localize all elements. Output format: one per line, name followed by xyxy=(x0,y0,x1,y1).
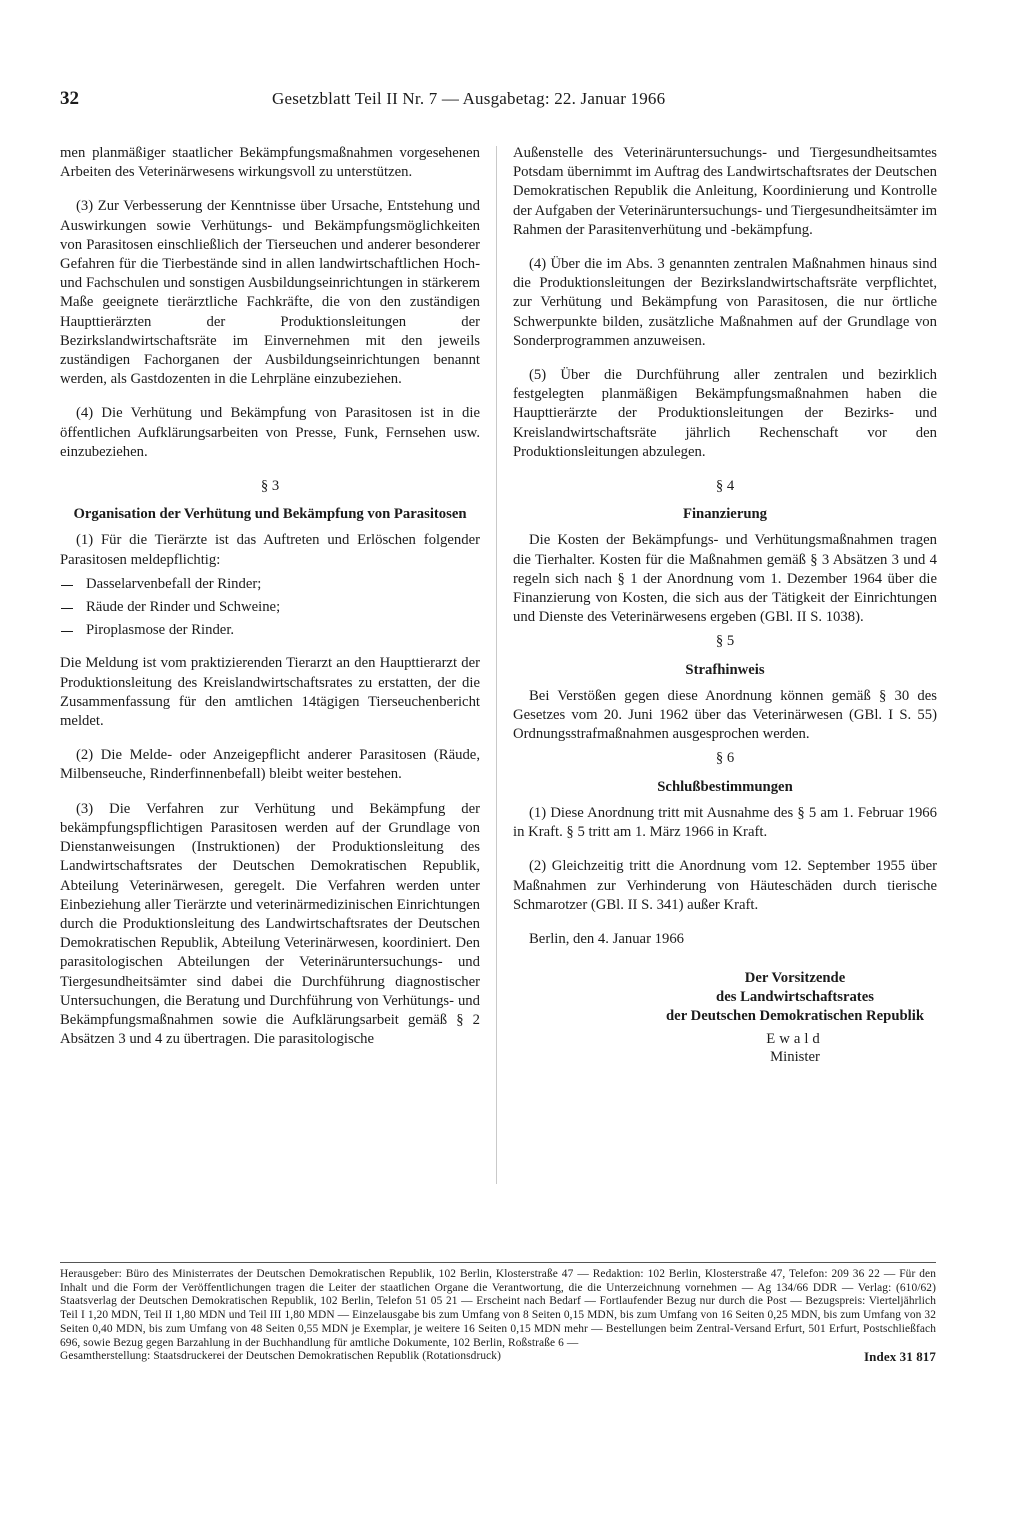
signatory-body: des Landwirtschaftsrates xyxy=(716,989,874,1006)
paragraph-s3-abs2: (2) Die Melde- oder Anzeigepflicht anderer Parasitosen (Räude, Milbenseuche, Rinderfinnenbefall) bleibt weiter bestehen. xyxy=(60,747,480,783)
index-number: Index 31 817 xyxy=(864,1349,936,1365)
signatory-state: der Deutschen Demokratischen Republik xyxy=(666,1008,924,1025)
imprint-last-line xyxy=(60,1350,936,1364)
section-heading-6: Schlußbestimmungen xyxy=(657,778,793,795)
section-heading-3: Organisation der Verhütung und Bekämpfung von Parasitosen xyxy=(73,506,467,523)
column-divider xyxy=(496,146,497,1184)
section-sign-4: § 4 xyxy=(715,478,735,495)
paragraph-continuation: men planmäßiger staatlicher Bekämpfungsmaßnahmen vorgesehenen Arbeiten des Veterinärwesens wirkungsvoll zu unterstützen. xyxy=(60,145,480,181)
left-column xyxy=(60,144,480,1064)
list-item: Räude der Rinder und Schweine; xyxy=(60,598,480,617)
signatory-title: Minister xyxy=(770,1049,820,1066)
paragraph-s4: Die Kosten der Bekämpfungs- und Verhütungsmaßnahmen tragen die Tierhalter. Kosten für die Maßnahmen gemäß § 3 Absätzen 3 und 4 regeln sich nach § 1 der Anordnung vom 1. Dezember 1964 über die Finanzierung von Kosten, die sich aus der Tätigkeit der Einrichtungen und Dienste des Veterinärwesens ergeben (GBl. II S. 1038). xyxy=(513,532,937,626)
paragraph-s3-abs4: (4) Über die im Abs. 3 genannten zentralen Maßnahmen hinaus sind die Produktionsleitungen der Bezirkslandwirtschaftsräte verpflichtet, zur Verhütung und Bekämpfung von Parasitosen, die nur örtliche Schwerpunkte bilden, zusätzliche Maßnahmen auf der Grundlage von Sonderprogrammen anzuweisen. xyxy=(513,256,937,349)
signatory-office: Der Vorsitzende xyxy=(744,970,846,987)
paragraph-continuation-right: Außenstelle des Veterinäruntersuchungs- und Tiergesundheitsamtes Potsdam übernimmt im Auftrag des Landwirtschaftsrates der Deutschen Demokratischen Republik die Anleitung, Koordinierung und Kontrolle der Aufgaben der Veterinäruntersuchungs- und Tiergesundheitsämter im Rahmen der Parasitenverhütung und -bekämpfung. xyxy=(513,145,937,238)
running-header: Gesetzblatt Teil II Nr. 7 — Ausgabetag: 22. Januar 1966 xyxy=(272,89,666,108)
list-item: Dasselarvenbefall der Rinder; xyxy=(60,575,480,594)
section-sign-5: § 5 xyxy=(715,633,735,650)
publisher-imprint xyxy=(60,1268,936,1364)
page-number: 32 xyxy=(60,88,79,109)
section-heading-4: Finanzierung xyxy=(682,506,768,523)
section-heading-5: Strafhinweis xyxy=(685,661,765,678)
paragraph-s5: Bei Verstößen gegen diese Anordnung können gemäß § 30 des Gesetzes vom 20. Juni 1962 über das Veterinärwesen (GBl. I S. 55) Ordnungsstrafmaßnahmen ausgesprochen werden. xyxy=(513,687,937,743)
section-sign-3: § 3 xyxy=(260,478,280,495)
paragraph-s3-abs5: (5) Über die Durchführung aller zentralen und bezirklich festgelegten planmäßigen Bekämpfungsmaßnahmen haben die Haupttierärzte der Produktionsleitungen der Bezirks- und Kreislandwirtschaftsräte jährlich Rechenschaft vor den Produktionsleitungen abzulegen. xyxy=(513,367,937,460)
footer-rule xyxy=(60,1262,936,1263)
paragraph-abs4: (4) Die Verhütung und Bekämpfung von Parasitosen ist in die öffentlichen Aufklärungsarbeiten von Presse, Funk, Fernsehen usw. einzubeziehen. xyxy=(60,405,480,460)
printer-credit: Gesamtherstellung: Staatsdruckerei der Deutschen Demokratischen Republik (Rotationsdruck) xyxy=(60,1350,501,1363)
paragraph-s3-abs1: (1) Für die Tierärzte ist das Auftreten und Erlöschen folgender Parasitosen meldepflichtig: xyxy=(60,532,480,568)
place-and-date: Berlin, den 4. Januar 1966 xyxy=(529,930,685,947)
paragraph-abs3: (3) Zur Verbesserung der Kenntnisse über Ursache, Entstehung und Auswirkungen sowie Verhütungs- und Bekämpfungsmöglichkeiten von Parasitosen einschließlich der Tierseuchen und anderer besonderer Gefahren für die Tierbestände sind in allen landwirtschaftlichen Hoch- und Fachschulen und sonstigen Ausbildungseinrichtungen in stärkerem Maße geeignete tierärztliche Fachkräfte, die von den zuständigen Haupttierärzten der Produktionsleitungen der Bezirkslandwirtschaftsräte im Einvernehmen mit den jeweils zuständigen Fachorganen der Ausbildungseinrichtungen benannt werden, als Gastdozenten in die Lehrpläne einzubeziehen. xyxy=(60,198,480,388)
right-column xyxy=(513,144,937,1066)
paragraph-s6-abs2: (2) Gleichzeitig tritt die Anordnung vom 12. September 1955 über Maßnahmen zur Verhinderung von Häuteschäden durch tierische Schmarotzer (GBl. II S. 341) außer Kraft. xyxy=(513,858,937,913)
list-item: Piroplasmose der Rinder. xyxy=(60,621,480,640)
paragraph-s3-meldung: Die Meldung ist vom praktizierenden Tierarzt an den Haupttierarzt der Produktionsleitung des Kreislandwirtschaftsrates zu erstatten, der die Zusammenfassung für den amtlichen 14tägigen Tierseuchenbericht meldet. xyxy=(60,655,480,730)
signatory-name: Ewald xyxy=(766,1031,824,1048)
imprint-text: Herausgeber: Büro des Ministerrates der Deutschen Demokratischen Republik, 102 Berlin, Klosterstraße 47 — Redaktion: 102 Berlin, Klosterstraße 47, Telefon: 209 36 22 — Für den Inhalt und die Form der Veröffentlichungen tragen die Leiter der staatlichen Organe die Verantwortung, die die Unterzeichnung vornehmen — Ag 134/66 DDR — Verlag: (610/62) Staatsverlag der Deutschen Demokratischen Republik, 102 Berlin, Telefon 51 05 21 — Erscheint nach Bedarf — Fortlaufender Bezug nur durch die Post — Bezugspreis: Vierteljährlich Teil I 1,20 MDN, Teil II 1,80 MDN und Teil III 1,80 MDN — Einzelausgabe bis zum Umfang von 8 Seiten 0,15 MDN, bis zum Umfang von 16 Seiten 0,25 MDN, bis zum Umfang von 32 Seiten 0,40 MDN, bis zum Umfang von 48 Seiten 0,55 MDN je Exemplar, je weitere 16 Seiten 0,15 MDN mehr — Bestellungen beim Zentral-Versand Erfurt, 501 Erfurt, Postschließfach 696, sowie Bezug gegen Barzahlung in der Buchhandlung für amtliche Dokumente, 102 Berlin, Roßstraße 6 — xyxy=(60,1268,936,1349)
signature-block xyxy=(513,969,937,1066)
notifiable-parasitoses-list xyxy=(60,575,480,641)
paragraph-s6-abs1: (1) Diese Anordnung tritt mit Ausnahme des § 5 am 1. Februar 1966 in Kraft. § 5 tritt am 1. März 1966 in Kraft. xyxy=(513,804,937,841)
section-sign-6: § 6 xyxy=(715,750,735,767)
paragraph-s3-abs3: (3) Die Verfahren zur Verhütung und Bekämpfung der bekämpfungspflichtigen Parasitosen werden auf der Grundlage von Dienstanweisungen (Instruktionen) der Produktionsleitung des Landwirtschaftsrates der Deutschen Demokratischen Republik, Abteilung Veterinärwesen, geregelt. Die Verfahren werden unter Einbeziehung aller Tierärzte und veterinärmedizinischen Einrichtungen durch die Produktionsleitung des Landwirtschaftsrates der Deutschen Demokratischen Republik, Abteilung Veterinärwesen, koordiniert. Den parasitologischen Abteilungen der Veterinäruntersuchungs- und Tiergesundheitsämter sind dabei die Durchführung diagnostischer Untersuchungen, die Beratung und Durchführung von Verhütungs- und Bekämpfungsmaßnahmen sowie die Aufklärungsarbeit gemäß § 2 Absätzen 3 und 4 zu übertragen. Die parasitologische xyxy=(60,800,480,1048)
